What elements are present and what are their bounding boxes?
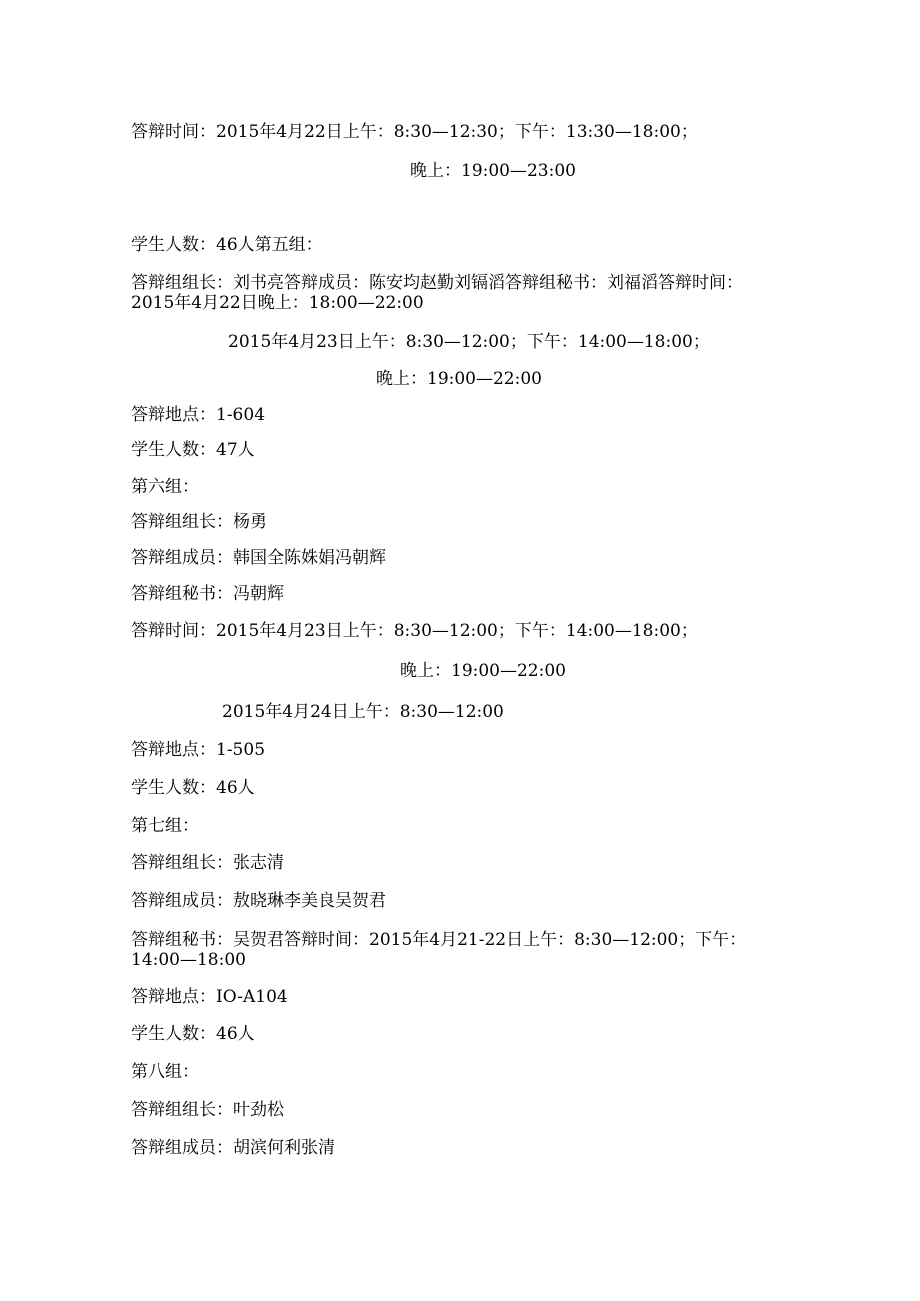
group-leader-line: 答辩组组长：张志清 (131, 853, 284, 873)
student-count-line: 学生人数：46人 (131, 1024, 255, 1044)
group-leader-line: 答辩组组长：叶劲松 (131, 1100, 284, 1120)
evening-time-line: 晚上：19:00—22:00 (400, 661, 566, 681)
defense-date-line: 2015年4月24日上午：8:30—12:00 (222, 702, 504, 722)
evening-time-line: 晚上：19:00—23:00 (410, 161, 576, 181)
group-members-line: 答辩组成员：韩国全陈姝娟冯朝辉 (131, 548, 386, 568)
defense-location-line: 答辩地点：IO-A104 (131, 987, 288, 1007)
group-five-members-paragraph: 答辩组组长：刘书亮答辩成员：陈安均赵勤刘镉滔答辩组秘书：刘福滔答辩时间：2015年4月22日晚上：18:00—22:00 (131, 273, 743, 313)
group-six-heading: 第六组： (131, 477, 199, 497)
group-seven-heading: 第七组： (131, 816, 199, 836)
defense-time-line: 答辩时间：2015年4月22日上午：8:30—12:30；下午：13:30—18:00； (131, 122, 698, 142)
evening-time-line: 晚上：19:00—22:00 (376, 369, 542, 389)
student-count-line: 学生人数：46人第五组： (131, 235, 323, 255)
student-count-line: 学生人数：47人 (131, 440, 255, 460)
group-members-line: 答辩组成员：敖晓琳李美良吴贺君 (131, 891, 386, 911)
defense-location-line: 答辩地点：1-505 (131, 740, 266, 760)
group-secretary-time-paragraph: 答辩组秘书：吴贺君答辩时间：2015年4月21-22日上午：8:30—12:00；下午：14:00—18:00 (131, 930, 747, 970)
defense-time-line: 答辩时间：2015年4月23日上午：8:30—12:00；下午：14:00—18:00； (131, 621, 698, 641)
defense-location-line: 答辩地点：1-604 (131, 405, 266, 425)
student-count-line: 学生人数：46人 (131, 778, 255, 798)
group-secretary-line: 答辩组秘书：冯朝辉 (131, 584, 284, 604)
group-leader-line: 答辩组组长：杨勇 (131, 512, 267, 532)
defense-date-line: 2015年4月23日上午：8:30—12:00；下午：14:00—18:00； (228, 332, 710, 352)
group-eight-heading: 第八组： (131, 1062, 199, 1082)
group-members-line: 答辩组成员：胡滨何利张清 (131, 1138, 335, 1158)
